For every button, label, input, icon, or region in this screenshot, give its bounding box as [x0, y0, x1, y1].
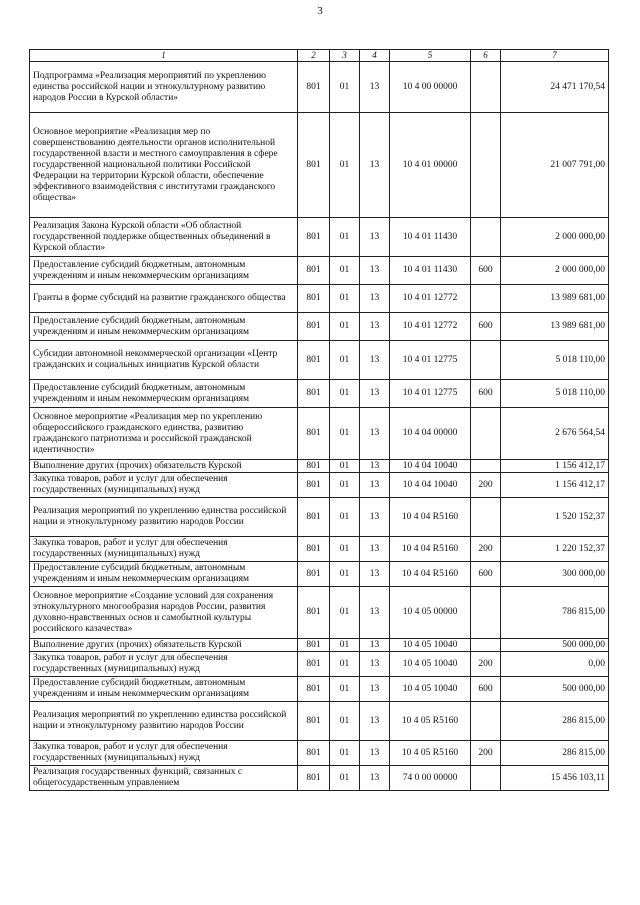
- cell-type: 600: [471, 677, 501, 702]
- row-name: Реализация мероприятий по укреплению единства российской нации и этнокультурному развитию народов России: [30, 498, 298, 537]
- table-row: [30, 702, 609, 741]
- cell-c2: 801: [298, 587, 330, 639]
- cell-amount: 786 815,00: [501, 587, 609, 639]
- cell-c4: 13: [360, 766, 390, 791]
- cell-amount: 1 220 152,37: [501, 537, 609, 562]
- cell-c2: 801: [298, 341, 330, 380]
- row-name: Закупка товаров, работ и услуг для обеспечения государственных (муниципальных) нужд: [30, 741, 298, 766]
- cell-c2: 801: [298, 62, 330, 113]
- cell-c3: 01: [330, 498, 360, 537]
- cell-type: 600: [471, 313, 501, 341]
- cell-c3: 01: [330, 408, 360, 460]
- table-row: [30, 587, 609, 639]
- row-name: Выполнение других (прочих) обязательств Курской: [30, 460, 298, 473]
- cell-amount: 286 815,00: [501, 741, 609, 766]
- cell-amount: 5 018 110,00: [501, 341, 609, 380]
- cell-c2: 801: [298, 460, 330, 473]
- cell-type: 200: [471, 473, 501, 498]
- cell-c2: 801: [298, 218, 330, 257]
- cell-c4: 13: [360, 537, 390, 562]
- cell-c3: 01: [330, 460, 360, 473]
- table-row: [30, 473, 609, 498]
- row-name: Предоставление субсидий бюджетным, автономным учреждениям и иным некоммерческим организациям: [30, 380, 298, 408]
- cell-code: 10 4 04 R5160: [390, 498, 471, 537]
- cell-c4: 13: [360, 639, 390, 652]
- cell-type: [471, 341, 501, 380]
- table-row: [30, 652, 609, 677]
- cell-type: [471, 639, 501, 652]
- cell-c3: 01: [330, 741, 360, 766]
- cell-code: 10 4 04 R5160: [390, 562, 471, 587]
- table-row: [30, 408, 609, 460]
- row-name: Закупка товаров, работ и услуг для обеспечения государственных (муниципальных) нужд: [30, 473, 298, 498]
- table-row: [30, 498, 609, 537]
- row-name: Основное мероприятие «Реализация мер по совершенствованию деятельности органов исполнительной государственной власти и местного самоуправления в сфере государственной национальной политики Российской Федерации на территории Курской области, обеспечение эффективного взаимодействия с институтами гражданского общества»: [30, 113, 298, 218]
- row-name: Реализация мероприятий по укреплению единства российской нации и этнокультурному развитию народов России: [30, 702, 298, 741]
- cell-amount: 21 007 791,00: [501, 113, 609, 218]
- cell-c4: 13: [360, 380, 390, 408]
- cell-type: 200: [471, 652, 501, 677]
- cell-code: 10 4 01 11430: [390, 218, 471, 257]
- cell-c4: 13: [360, 562, 390, 587]
- cell-c2: 801: [298, 766, 330, 791]
- cell-type: [471, 587, 501, 639]
- table-row: [30, 257, 609, 285]
- cell-type: [471, 218, 501, 257]
- column-header: 7: [501, 50, 609, 62]
- cell-c3: 01: [330, 677, 360, 702]
- cell-code: 10 4 04 10040: [390, 473, 471, 498]
- cell-c3: 01: [330, 473, 360, 498]
- cell-c2: 801: [298, 498, 330, 537]
- column-header: 2: [298, 50, 330, 62]
- cell-type: 600: [471, 380, 501, 408]
- cell-type: 600: [471, 257, 501, 285]
- cell-c2: 801: [298, 537, 330, 562]
- header-row: [30, 50, 609, 62]
- cell-code: 10 4 00 00000: [390, 62, 471, 113]
- table-row: [30, 285, 609, 313]
- cell-c2: 801: [298, 702, 330, 741]
- cell-code: 10 4 05 10040: [390, 652, 471, 677]
- cell-c3: 01: [330, 562, 360, 587]
- table-row: [30, 113, 609, 218]
- cell-c2: 801: [298, 113, 330, 218]
- cell-c3: 01: [330, 285, 360, 313]
- cell-c3: 01: [330, 766, 360, 791]
- cell-amount: 286 815,00: [501, 702, 609, 741]
- cell-amount: 2 000 000,00: [501, 218, 609, 257]
- table-row: [30, 341, 609, 380]
- cell-type: [471, 62, 501, 113]
- table-row: [30, 677, 609, 702]
- cell-amount: 2 676 564,54: [501, 408, 609, 460]
- cell-type: [471, 702, 501, 741]
- cell-c4: 13: [360, 741, 390, 766]
- column-header: 6: [471, 50, 501, 62]
- cell-c3: 01: [330, 702, 360, 741]
- cell-c4: 13: [360, 702, 390, 741]
- row-name: Основное мероприятие «Реализация мер по укреплению общероссийского гражданского единства, развитию гражданского патриотизма и российской гражданской идентичности»: [30, 408, 298, 460]
- cell-code: 10 4 05 10040: [390, 639, 471, 652]
- cell-c4: 13: [360, 677, 390, 702]
- cell-c4: 13: [360, 62, 390, 113]
- column-header: 4: [360, 50, 390, 62]
- cell-code: 10 4 01 12775: [390, 341, 471, 380]
- row-name: Предоставление субсидий бюджетным, автономным учреждениям и иным некоммерческим организациям: [30, 562, 298, 587]
- cell-type: [471, 113, 501, 218]
- cell-c2: 801: [298, 380, 330, 408]
- cell-code: 10 4 01 00000: [390, 113, 471, 218]
- row-name: Предоставление субсидий бюджетным, автономным учреждениям и иным некоммерческим организациям: [30, 257, 298, 285]
- cell-c4: 13: [360, 113, 390, 218]
- cell-code: 10 4 01 12775: [390, 380, 471, 408]
- cell-c3: 01: [330, 113, 360, 218]
- column-header: 5: [390, 50, 471, 62]
- cell-amount: 24 471 170,54: [501, 62, 609, 113]
- cell-type: 200: [471, 741, 501, 766]
- cell-code: 10 4 01 11430: [390, 257, 471, 285]
- row-name: Реализация Закона Курской области «Об областной государственной поддержке общественных объединений в Курской области»: [30, 218, 298, 257]
- row-name: Предоставление субсидий бюджетным, автономным учреждениям и иным некоммерческим организациям: [30, 677, 298, 702]
- cell-c4: 13: [360, 473, 390, 498]
- cell-c3: 01: [330, 313, 360, 341]
- cell-c3: 01: [330, 587, 360, 639]
- row-name: Реализация государственных функций, связанных с общегосударственным управлением: [30, 766, 298, 791]
- cell-type: [471, 766, 501, 791]
- cell-amount: 1 156 412,17: [501, 473, 609, 498]
- cell-c3: 01: [330, 218, 360, 257]
- cell-c3: 01: [330, 257, 360, 285]
- cell-c3: 01: [330, 380, 360, 408]
- cell-c2: 801: [298, 741, 330, 766]
- table-row: [30, 537, 609, 562]
- cell-type: 200: [471, 537, 501, 562]
- cell-c4: 13: [360, 257, 390, 285]
- column-header: 3: [330, 50, 360, 62]
- cell-code: 10 4 04 10040: [390, 460, 471, 473]
- cell-c2: 801: [298, 677, 330, 702]
- cell-c4: 13: [360, 285, 390, 313]
- cell-c2: 801: [298, 285, 330, 313]
- cell-code: 10 4 05 R5160: [390, 702, 471, 741]
- cell-c3: 01: [330, 639, 360, 652]
- cell-code: 10 4 01 12772: [390, 285, 471, 313]
- cell-type: [471, 285, 501, 313]
- cell-type: [471, 408, 501, 460]
- cell-amount: 300 000,00: [501, 562, 609, 587]
- cell-code: 10 4 04 R5160: [390, 537, 471, 562]
- table-row: [30, 380, 609, 408]
- cell-code: 10 4 05 00000: [390, 587, 471, 639]
- cell-c4: 13: [360, 313, 390, 341]
- cell-c4: 13: [360, 341, 390, 380]
- row-name: Основное мероприятие «Создание условий для сохранения этнокультурного многообразия народов России, развития духовно-нравственных основ и самобытной культуры российского казачества»: [30, 587, 298, 639]
- cell-c3: 01: [330, 62, 360, 113]
- cell-c4: 13: [360, 652, 390, 677]
- table-row: [30, 766, 609, 791]
- table-row: [30, 741, 609, 766]
- cell-amount: 2 000 000,00: [501, 257, 609, 285]
- row-name: Гранты в форме субсидий на развитие гражданского общества: [30, 285, 298, 313]
- table-row: [30, 562, 609, 587]
- row-name: Закупка товаров, работ и услуг для обеспечения государственных (муниципальных) нужд: [30, 537, 298, 562]
- cell-amount: 500 000,00: [501, 639, 609, 652]
- cell-c2: 801: [298, 562, 330, 587]
- column-header: 1: [30, 50, 298, 62]
- page-number: 3: [317, 5, 323, 17]
- row-name: Субсидии автономной некоммерческой организации «Центр гражданских и социальных инициатив Курской области: [30, 341, 298, 380]
- cell-type: 600: [471, 562, 501, 587]
- cell-c2: 801: [298, 639, 330, 652]
- cell-amount: 15 456 103,11: [501, 766, 609, 791]
- cell-amount: 13 989 681,00: [501, 313, 609, 341]
- cell-c4: 13: [360, 218, 390, 257]
- cell-c4: 13: [360, 498, 390, 537]
- cell-code: 10 4 04 00000: [390, 408, 471, 460]
- cell-amount: 500 000,00: [501, 677, 609, 702]
- cell-c4: 13: [360, 460, 390, 473]
- cell-c2: 801: [298, 652, 330, 677]
- cell-c4: 13: [360, 408, 390, 460]
- cell-c3: 01: [330, 652, 360, 677]
- cell-amount: 0,00: [501, 652, 609, 677]
- cell-c3: 01: [330, 341, 360, 380]
- cell-type: [471, 460, 501, 473]
- table-row: [30, 313, 609, 341]
- cell-amount: 13 989 681,00: [501, 285, 609, 313]
- table-row: [30, 62, 609, 113]
- cell-code: 74 0 00 00000: [390, 766, 471, 791]
- cell-c2: 801: [298, 313, 330, 341]
- cell-type: [471, 498, 501, 537]
- cell-c2: 801: [298, 408, 330, 460]
- table-row: [30, 218, 609, 257]
- cell-amount: 5 018 110,00: [501, 380, 609, 408]
- cell-c4: 13: [360, 587, 390, 639]
- cell-c2: 801: [298, 473, 330, 498]
- table-row: [30, 460, 609, 473]
- cell-code: 10 4 05 R5160: [390, 741, 471, 766]
- table-row: [30, 639, 609, 652]
- row-name: Предоставление субсидий бюджетным, автономным учреждениям и иным некоммерческим организациям: [30, 313, 298, 341]
- cell-code: 10 4 01 12772: [390, 313, 471, 341]
- budget-table: [29, 49, 609, 791]
- cell-c3: 01: [330, 537, 360, 562]
- cell-amount: 1 156 412,17: [501, 460, 609, 473]
- row-name: Подпрограмма «Реализация мероприятий по укреплению единства российской нации и этнокультурному развитию народов России в Курской области»: [30, 62, 298, 113]
- cell-c2: 801: [298, 257, 330, 285]
- cell-code: 10 4 05 10040: [390, 677, 471, 702]
- cell-amount: 1 520 152,37: [501, 498, 609, 537]
- row-name: Закупка товаров, работ и услуг для обеспечения государственных (муниципальных) нужд: [30, 652, 298, 677]
- row-name: Выполнение других (прочих) обязательств Курской: [30, 639, 298, 652]
